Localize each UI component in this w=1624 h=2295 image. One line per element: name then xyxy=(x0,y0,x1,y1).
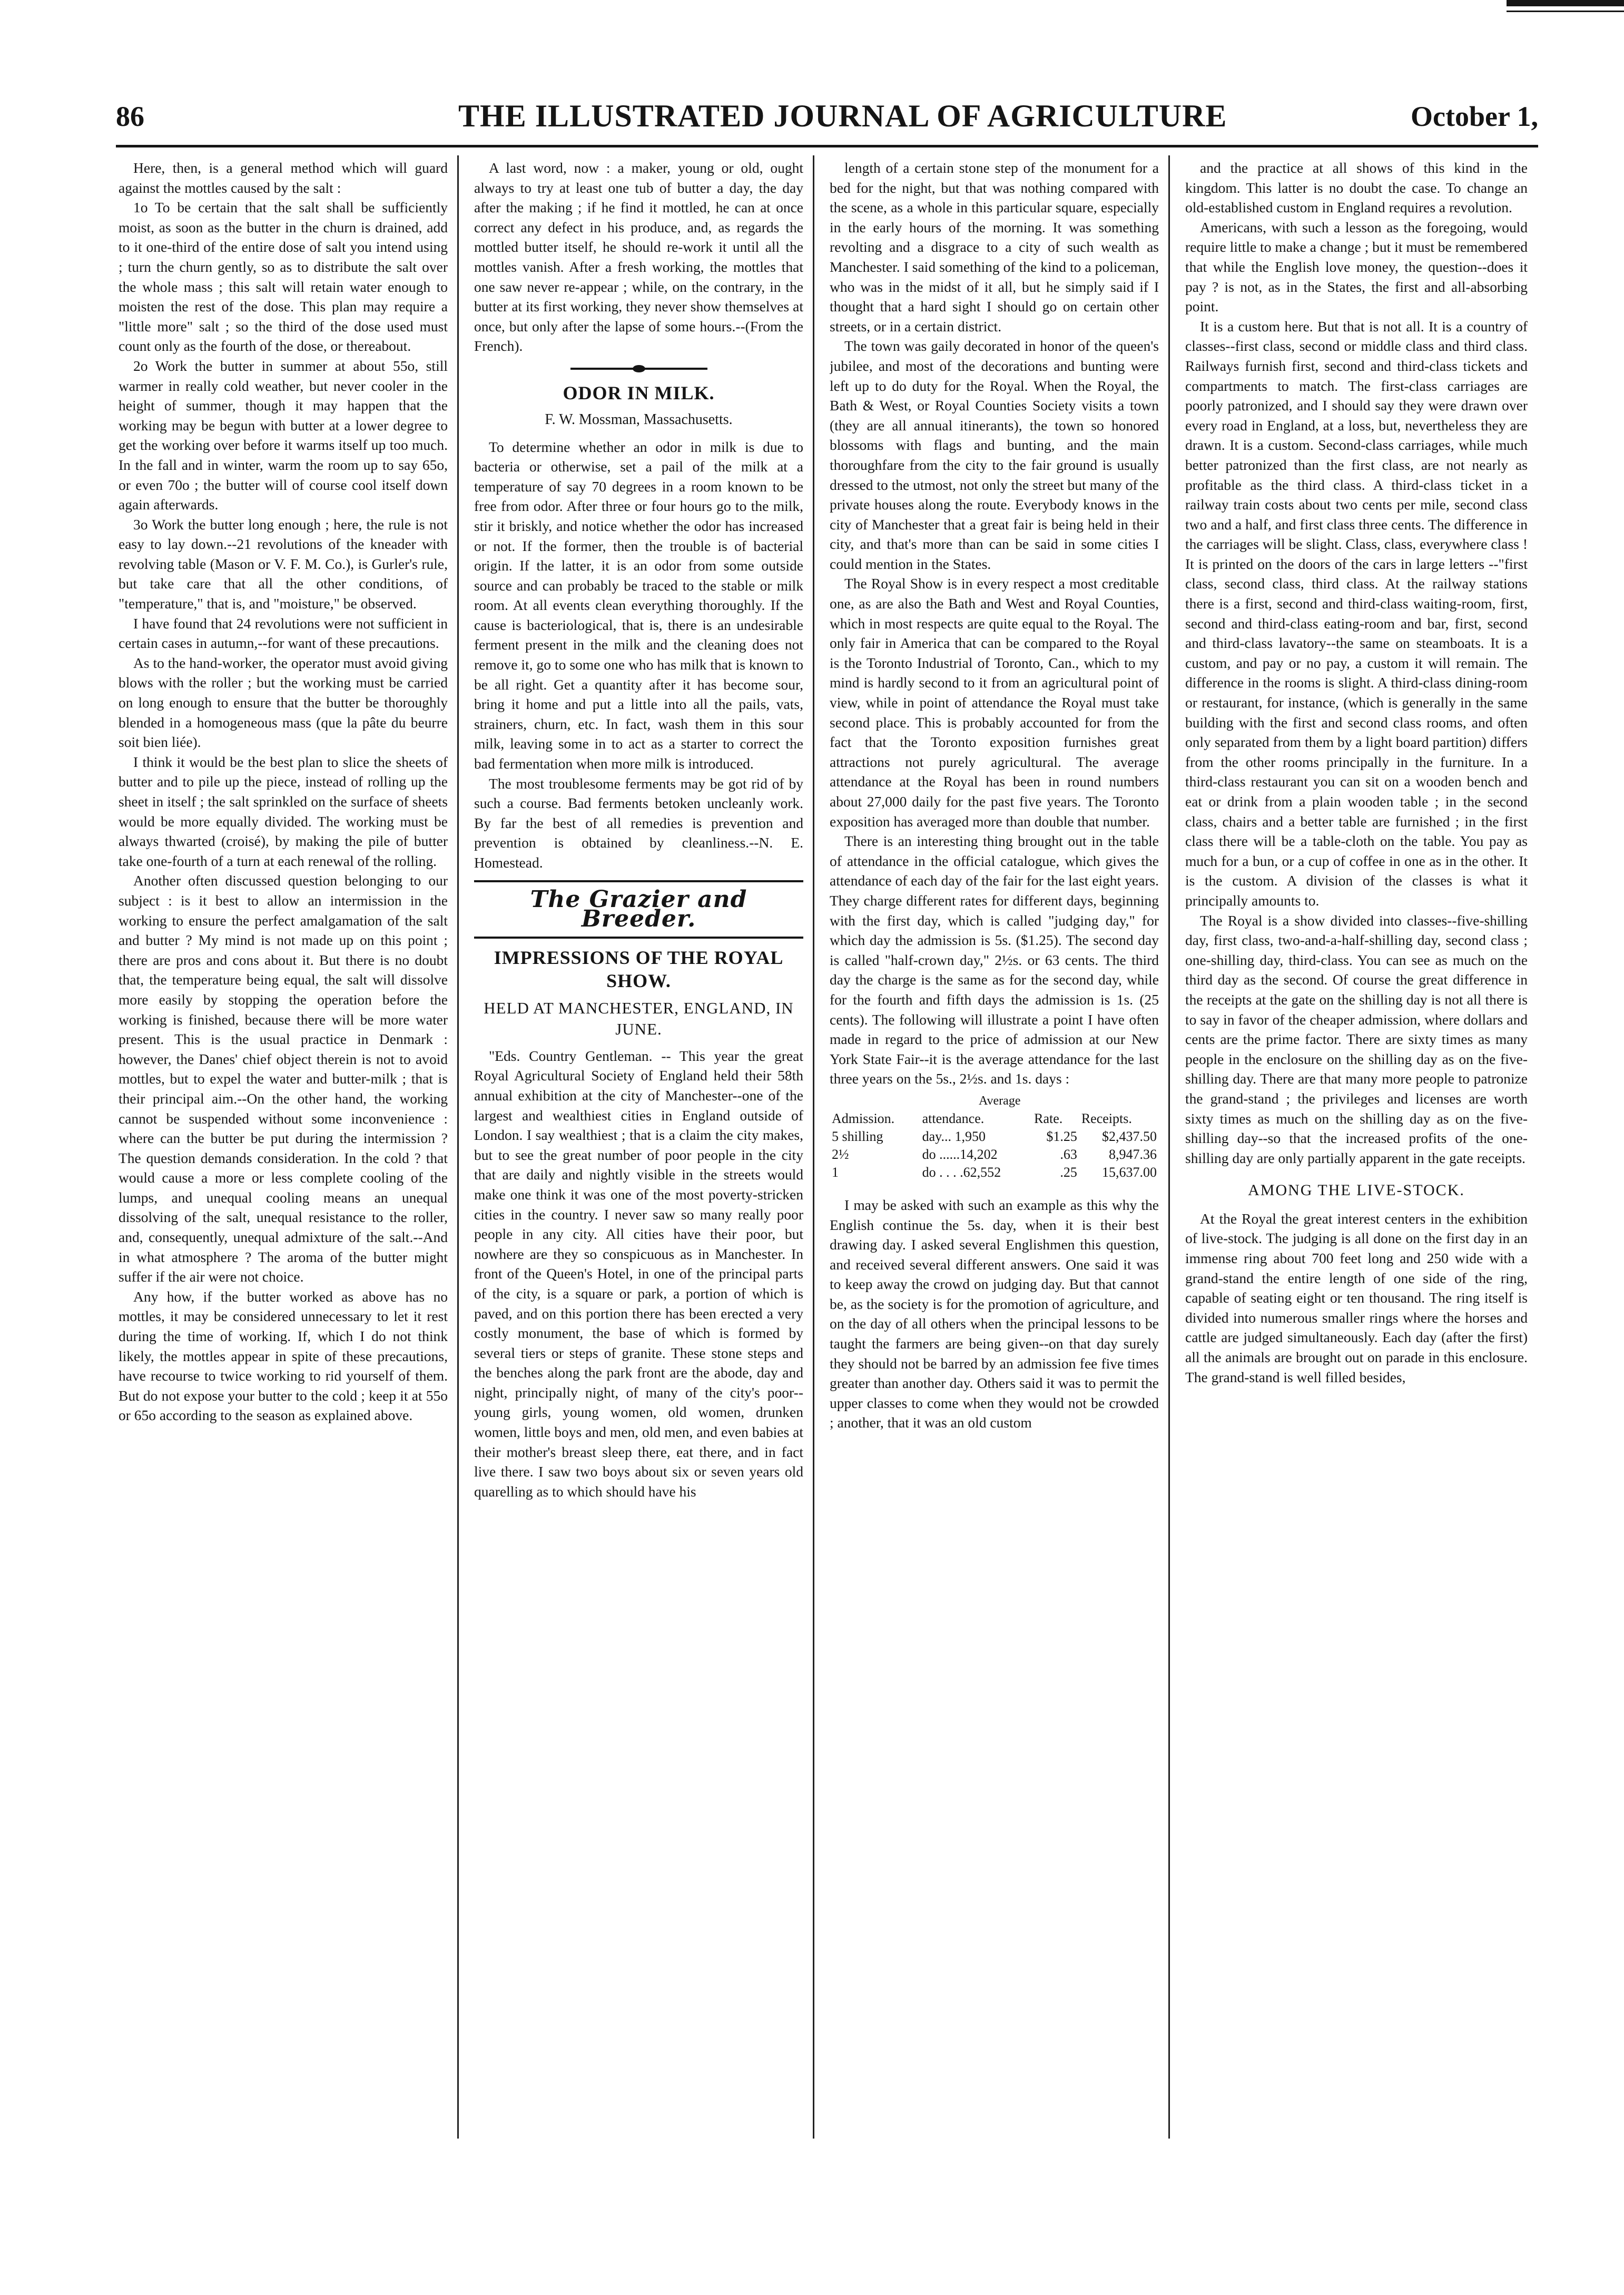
table-cell: 1 xyxy=(832,1164,839,1180)
paragraph: and the practice at all shows of this kind in the kingdom. This latter is no doubt the case. To change an old-established custom in England requires a revolution. xyxy=(1185,160,1528,216)
article-separator xyxy=(570,368,707,370)
odor-article-byline: F. W. Mossman, Massachusetts. xyxy=(545,411,733,428)
paragraph: I think it would be the best plan to slice the sheets of butter and to pile up the piece, instead of rolling up the sheet in itself ; the salt sprinkled on the surface of sheets would be more equally divided. The working must be always thwarted (croisé), by making the pile of butter take one-fourth of a turn at each renewal of the rolling. xyxy=(119,753,448,869)
table-cell: 8,947.36 xyxy=(1109,1146,1157,1162)
section-rule xyxy=(474,937,803,939)
column-divider xyxy=(813,155,814,2139)
livestock-body xyxy=(1185,1209,1528,1387)
paragraph: Here, then, is a general method which will guard against the mottles caused by the salt : xyxy=(119,160,448,196)
column-2 xyxy=(474,158,803,2139)
column-4 xyxy=(1185,158,1528,2139)
table-row xyxy=(830,1128,1159,1146)
paragraph: I may be asked with such an example as this why the English continue the 5s. day, when it is their best drawing day. I asked several Englishmen this question, and received several different answers. One said it was to keep away the crowd on judging day. But that cannot be, as the society is for the promotion of agriculture, and on the day of all others when the principal lessons to be taught the farmers are being given--on that day surely they should not be barred by an admission fee five times greater than another day. Others said it was to permit the upper classes to come when they would not be crowded ; another, that it was an old custom xyxy=(830,1196,1159,1431)
column-3 xyxy=(830,158,1159,2139)
table-cell: do . . . .62,552 xyxy=(922,1164,1001,1180)
table-header-row xyxy=(830,1110,1159,1128)
royal-show-continued-2 xyxy=(830,1195,1159,1433)
royal-show-continued xyxy=(830,158,1159,1089)
royal-show-body xyxy=(474,1046,803,1502)
royal-show-title: IMPRESSIONS OF THE ROYAL SHOW. xyxy=(494,947,784,991)
corner-rule-thin xyxy=(1507,11,1624,12)
butter-article xyxy=(119,158,448,1425)
attendance-table xyxy=(830,1092,1159,1181)
royal-show-subtitle: HELD AT MANCHESTER, ENGLAND, IN JUNE. xyxy=(484,998,794,1038)
paragraph: There is an interesting thing brought out in the table of attendance in the official catalogue, which gives the attendance of each day of the fair for the last eight years. They charge different rates for different days, beginning with the first day, which is called "judging day," for which day the admission is 5s. ($1.25). The second day is called "half-crown day," 2½s. or 63 cents. The third day the charge is the same as for the second day, while for the fourth and fifth days the admission is 1s. (25 cents). The following will illustrate a point I have often made in regard to the price of admission at our New York State Fair--it is the average attendance for the last three years on the 5s., 2½s. and 1s. days : xyxy=(830,833,1159,1087)
table-cell: 5 shilling xyxy=(832,1128,883,1144)
corner-rule xyxy=(1507,0,1624,6)
paragraph: To determine whether an odor in milk is due to bacteria or otherwise, set a pail of the milk at a temperature of say 70 degrees in a room known to be free from odor. After three or four hours go to the milk, stir it briskly, and notice whether the odor has increased or not. If the former, then the trouble is of bacterial origin. If the latter, it is an odor from some outside source and can probably be traced to the stable or milk room. At all events clean everything thoroughly. If the cause is bacteriological, that is, there is an undesirable ferment present in the milk and the cleaning does not remove it, go to some one who has milk that is known to be all right. Get a quantity after it has become sour, bring it home and put a little into all the pails, vats, strainers, churn, etc. In fact, wash them in this sour milk, leaving some in to act as a starter to correct the bad fermentation when more milk is introduced. xyxy=(474,438,803,772)
table-row xyxy=(830,1146,1159,1164)
paragraph: The town was gaily decorated in honor of the queen's jubilee, and most of the decorations and bunting were left up to do duty for the Royal. When the Royal, the Bath & West, or Royal Counties Society visits a town (they are all annual itinerants), the town so honored blossoms with flags and bunting, and the main thoroughfare from the city to the fair ground is usually dressed to the utmost, not only the street but many of the private houses along the route. Everybody knows in the city of Manchester that a great fair is being held in their city, and that's more than can be said in some cities I could mention in the States. xyxy=(830,338,1159,572)
paragraph: At the Royal the great interest centers in the exhibition of live-stock. The judging is all done on the first day in an immense ring about 700 feet long and 250 wide with a grand-stand the entire length of one side of the ring, capable of seating eight or ten thousand. The ring itself is divided into numerous smaller rings where the horses and cattle are judged simultaneously. Each day (after the first) all the animals are brought out on parade in this enclosure. The grand-stand is well filled besides, xyxy=(1185,1210,1528,1385)
livestock-heading: AMONG THE LIVE-STOCK. xyxy=(1248,1181,1465,1199)
table-cell: day... 1,950 xyxy=(922,1128,986,1144)
journal-title: THE ILLUSTRATED JOURNAL OF AGRICULTURE xyxy=(458,99,1227,133)
table-cell: .25 xyxy=(1060,1164,1077,1180)
table-cell: 2½ xyxy=(832,1146,849,1162)
section-title: The Grazier and Breeder. xyxy=(530,885,747,933)
paragraph: 2o Work the butter in summer at about 55o, still warmer in really cold weather, but never cooler in the height of summer, though it may happen that the working may be begun with butter at a lower degree to get the working over before it warms itself up too much. In the fall and in winter, warm the room up to say 65o, or even 70o ; the butter will of course cool itself down again afterwards. xyxy=(119,357,448,513)
paragraph: A last word, now : a maker, young or old, ought always to try at least one tub of butter a day, the day after the making ; if he find it mottled, he can at once correct any defect in his produce, and, as regards the mottled butter itself, he should re-work it until all the mottles vanish. After a fresh working, the mottles that one saw never re-appear ; while, on the contrary, in the butter at its first working, they never show themselves at once, but only after the lapse of some hours.--(From the French). xyxy=(474,160,803,354)
table-cell: $1.25 xyxy=(1046,1128,1077,1144)
column-divider xyxy=(1168,155,1170,2139)
table-cell: 15,637.00 xyxy=(1102,1164,1157,1180)
paragraph: The Royal Show is in every respect a most creditable one, as are also the Bath and West and Royal Counties, which in most respects are quite equal to the Royal. The only fair in America that can be compared to the Royal is the Toronto Industrial of Toronto, Can., which to my mind is hardly second to it from an agricultural point of view, while in point of attendance the Royal must take second place. This is probably accounted for from the fact that the Toronto exposition furnishes great attractions not purely agricultural. The average attendance at the Royal has been in round numbers about 27,000 daily for the past five years. The Toronto exposition has averaged more than double that number. xyxy=(830,575,1159,830)
table-header: Rate. xyxy=(1034,1110,1063,1126)
column-1 xyxy=(119,158,448,2139)
paragraph: Americans, with such a lesson as the foregoing, would require little to make a change ; but it must be remembered that while the English love money, the question--does it pay ? is not, as in the States, the first and all-absorbing point. xyxy=(1185,219,1528,315)
table-header: attendance. xyxy=(922,1110,985,1126)
issue-date: October 1, xyxy=(1411,101,1538,132)
odor-article-title: ODOR IN MILK. xyxy=(563,382,715,403)
paragraph: The most troublesome ferments may be got rid of by such a course. Bad ferments betoken uncleanly work. By far the best of all remedies is prevention and prevention is obtained by cleanliness.--N. E. Homestead. xyxy=(474,775,803,871)
table-row xyxy=(830,1164,1159,1181)
paragraph: I have found that 24 revolutions were not sufficient in certain cases in autumn,--for want of these precautions. xyxy=(119,615,448,652)
table-cell: .63 xyxy=(1060,1146,1077,1162)
header-rule xyxy=(116,145,1538,147)
paragraph: As to the hand-worker, the operator must avoid giving blows with the roller ; but the working must be carried on long enough to ensure that the butter be thoroughly blended in a homogeneous mass (que la pâte du beurre soit bien liée). xyxy=(119,654,448,751)
paragraph: 3o Work the butter long enough ; here, the rule is not easy to lay down.--21 revolutions of the kneader with revolving table (Mason or V. F. M. Co.), is Gurler's rule, but take care that all the other conditions, of "temperature," that is, and "moisture," be observed. xyxy=(119,516,448,612)
butter-article-end xyxy=(474,158,803,356)
table-cell: do ......14,202 xyxy=(922,1146,998,1162)
paragraph: The Royal is a show divided into classes--five-shilling day, first class, two-and-a-half-shilling day, second class ; one-shilling day, third-class. You can see as much on the third day as the second. Of course the great difference in the receipts at the gate on the shilling day is not all there is to say in favor of the cheaper admission, where dollars and cents are the prime factor. There are sixty times as many people in the enclosure on the shilling day as on the five-shilling day. There are that many more people to patronize the grand-stand ; the privileges and licenses are worth sixty times as much on the shilling day as on the five-shilling day--so that the increased profits of the one-shilling day are only partially apparent in the gate receipts. xyxy=(1185,912,1528,1166)
column-divider xyxy=(457,155,459,2139)
table-header: Admission. xyxy=(832,1110,895,1126)
paragraph: length of a certain stone step of the monument for a bed for the night, but that was nothing compared with the scene, as a whole in this particular square, especially in the early hours of the morning. It was something revolting and a disgrace to a city of such wealth as Manchester. I said something of the kind to a policeman, who was in the midst of it all, but he simply said if I thought that a hard sight I should go on certain other streets, or in a certain district. xyxy=(830,160,1159,334)
table-cell: $2,437.50 xyxy=(1102,1128,1157,1144)
page-number: 86 xyxy=(116,101,144,132)
table-header: Receipts. xyxy=(1081,1110,1132,1126)
paragraph: 1o To be certain that the salt shall be sufficiently moist, as soon as the butter in the churn is drained, add to it one-third of the entire dose of salt you intend using ; turn the churn gently, so as to distribute the salt over the whole mass ; this salt will retain water enough to moisten the rest of the dose. This plan may require a "little more" salt ; so the third of the dose used must count only as the fourth of the dose, or thereabout. xyxy=(119,199,448,354)
page-header xyxy=(116,100,1538,147)
paragraph: Another often discussed question belonging to our subject : is it best to allow an intermission in the working to ensure the perfect amalgamation of the salt and butter ? My mind is not made up on this point ; there are pros and cons about it. But there is no doubt that, the temperature being equal, the salt will dissolve more easily by stopping the operation before the working is finished, because there will be more water present. This is the usual practice in Denmark : however, the Danes' chief object therein is not to avoid mottles, but to expel the water and butter-milk ; that is their principal aim.--On the other hand, the working cannot be suspended without some inconvenience : where can the butter be put during the intermission ? The question demands consideration. In the cold ? that would cause a more or less complete cooling of the lumps, and unequal cooling means an unequal dissolving of the salt, unequal resistance to the roller, and, consequently, unequal admixture of the salt.--And in what atmosphere ? The aroma of the butter might suffer if the air were not choice. xyxy=(119,872,448,1285)
odor-article-body xyxy=(474,437,803,873)
section-rule xyxy=(474,880,803,882)
royal-show-continued-3 xyxy=(1185,158,1528,1168)
paragraph: It is a custom here. But that is not all. It is a country of classes--first class, second or middle class and third class. Railways furnish first, second and third-class tickets and compartments to match. The first-class carriages are poorly patronized, and I should say they were drawn over every road in England, at a loss, but, nevertheless they are drawn. It is a custom. Second-class carriages, while much better patronized than the first class, are not nearly as profitable as the third class. A third-class ticket in a railway train costs about two cents per mile, second class two and a half, and first class three cents. The difference in the carriages will be slight. Class, class, everywhere class ! It is printed on the doors of the cars in large letters --"first class, second class, third class. At the railway stations there is a first, second and third-class waiting-room, first, second and third-class eating-room and bar, first, second and third-class lavatory--the same on steamboats. It is a custom, and pay or no pay, a custom it will remain. The difference in the rooms is slight. A third-class dining-room or restaurant, for instance, (which is generally in the same building with the first and second class rooms, and often only separated from them by a light board partition) differs from the other rooms principally in the furniture. In a third-class restaurant you can sit on a wooden bench and eat or drink from a plain wooden table ; in the second class, chairs and a better table are furnished ; in the first class there will be a table-cloth on the table. You pay as much for a bun, or a cup of coffee in one as in the other. It is the custom. A division of the classes is what it principally amounts to. xyxy=(1185,318,1528,909)
paragraph: Any how, if the butter worked as above has no mottles, it may be considered unnecessary to let it rest during the time of working. If, which I do not think likely, the mottles appear in spite of these precautions, have recourse to twice working to rid yourself of them. But do not expose your butter to the cold ; keep it at 55o or 65o according to the season as explained above. xyxy=(119,1288,448,1424)
paragraph: "Eds. Country Gentleman. -- This year the great Royal Agricultural Society of England held their 58th annual exhibition at the city of Manchester--one of the largest and wealthiest cities in England outside of London. I say wealthiest ; that is a claim the city makes, but to see the great number of poor people in the city that are daily and nightly visible in the streets would make one think it was one of the most poverty-stricken cities in the country. I never saw so many really poor people in any city. All cities have their poor, but nowhere are they so conspicuous as in Manchester. In front of the Queen's Hotel, in one of the principal parts of the city, is a square or park, a portion of which is paved, and on this portion there has been erected a very costly monument, the base of which is formed by several tiers or steps of granite. These stone steps and the benches along the park front are the abode, day and night, principally night, of many of the city's poor--young girls, young women, old women, drunken women, little boys and men, old men, and even babies at their mother's breast sleep there, eat there, and in fact live there. I saw two boys about six or seven years old quarelling as to which should have his xyxy=(474,1047,803,1500)
table-caption: Average xyxy=(978,1094,1021,1108)
